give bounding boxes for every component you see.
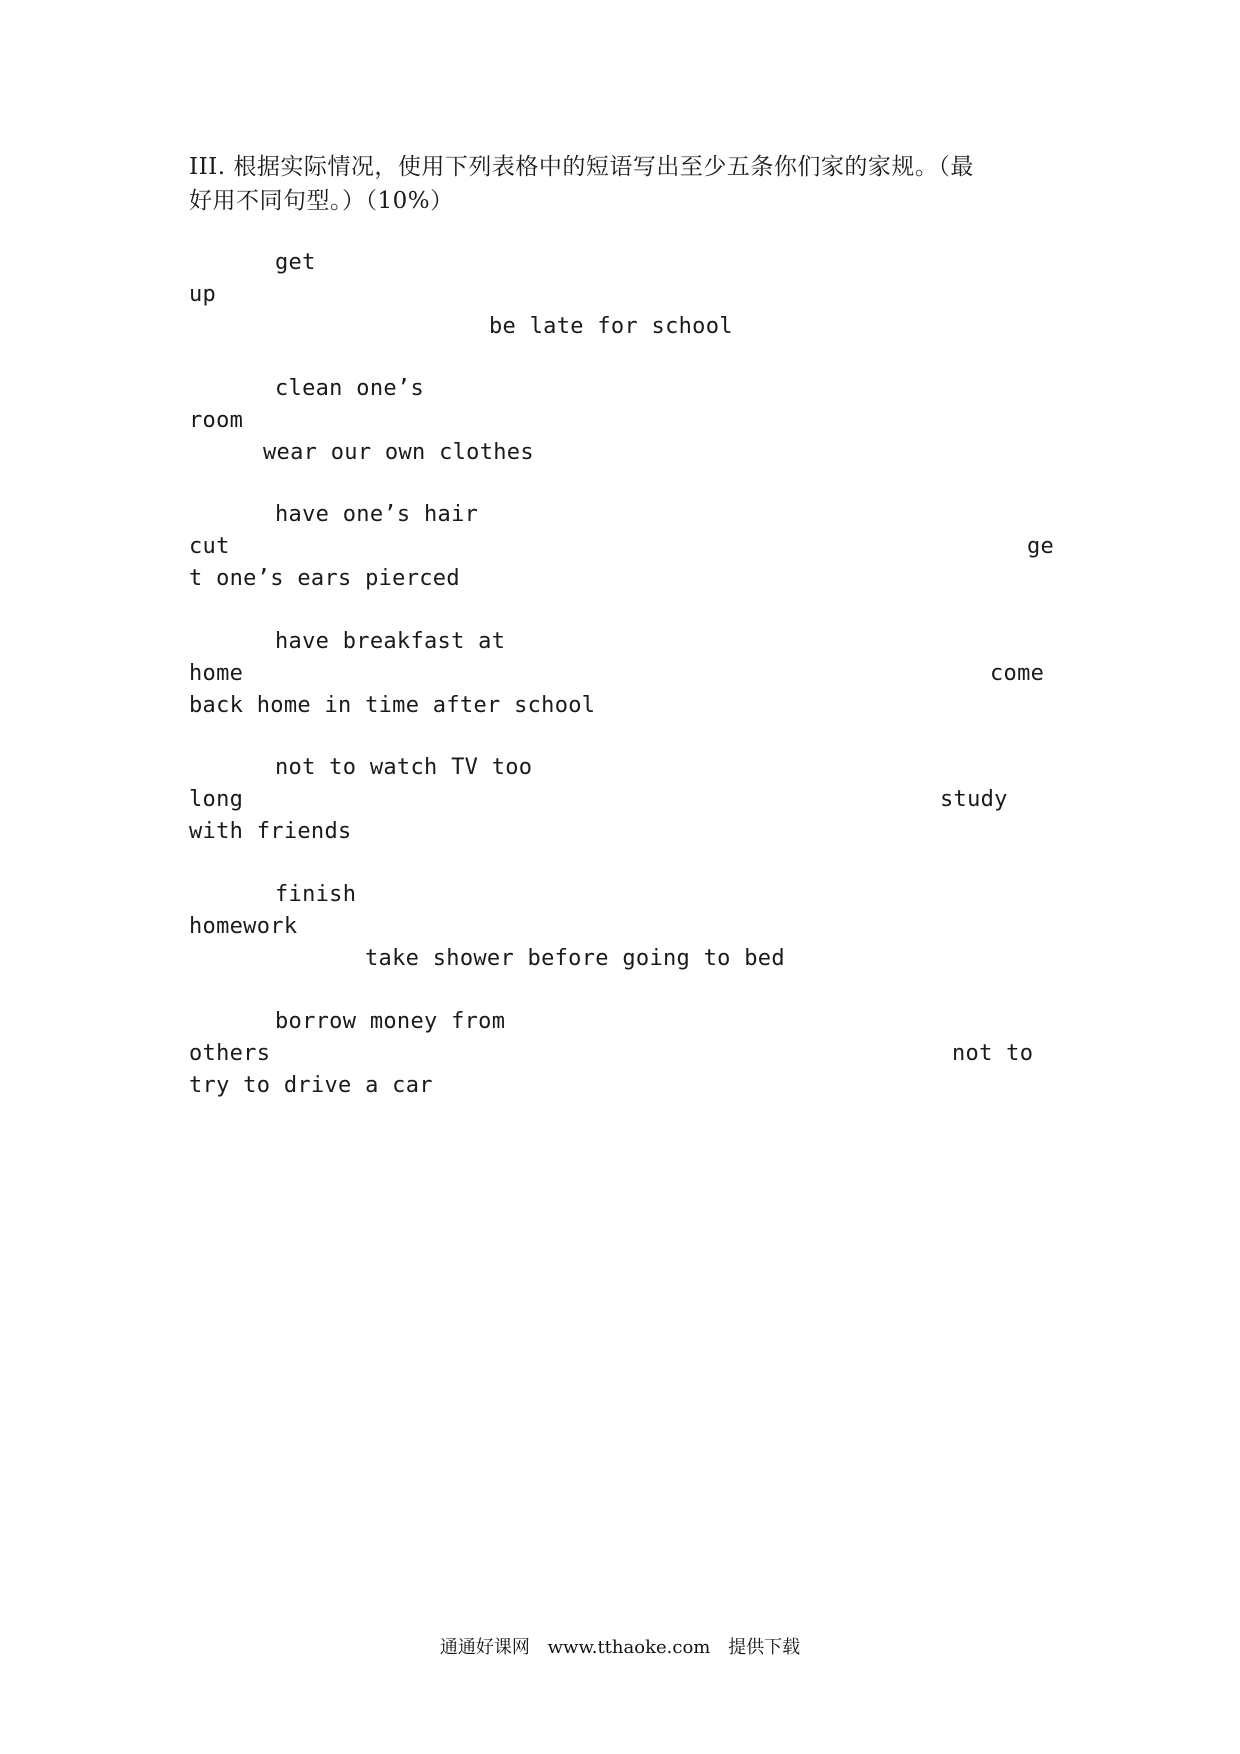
phrase-come-back-part1: come — [990, 661, 1045, 686]
phrase-get-up-part1: get — [275, 250, 316, 275]
phrase-breakfast-part1: have breakfast at — [275, 629, 506, 654]
footer-url: www.tthaoke.com — [547, 1637, 711, 1658]
phrase-study-friends-part2: with friends — [189, 819, 352, 844]
phrase-ears-pierced-part1: ge — [1027, 534, 1055, 559]
phrase-drive-car-part1: not to — [952, 1041, 1034, 1066]
phrase-finish-homework-part1: finish — [275, 882, 357, 907]
heading-line-2: 好用不同句型。）（10%） — [189, 188, 454, 214]
phrase-clean-room-part2: room — [189, 408, 244, 433]
phrase-hair-cut-part2: cut — [189, 534, 230, 559]
phrase-come-back-part2: back home in time after school — [189, 693, 596, 718]
phrase-clean-room-part1: clean one’s — [275, 376, 424, 401]
phrase-drive-car-part2: try to drive a car — [189, 1073, 433, 1098]
phrase-take-shower: take shower before going to bed — [365, 946, 785, 971]
page-footer — [0, 1636, 1240, 1660]
heading-line-1: III. 根据实际情况，使用下列表格中的短语写出至少五条你们家的家规。（最 — [189, 154, 974, 180]
phrase-borrow-money-part1: borrow money from — [275, 1009, 506, 1034]
phrase-borrow-money-part2: others — [189, 1041, 271, 1066]
phrase-study-friends-part1: study — [940, 787, 1008, 812]
phrase-watch-tv-part2: long — [189, 787, 244, 812]
phrase-watch-tv-part1: not to watch TV too — [275, 755, 533, 780]
phrase-ears-pierced-part2: t one’s ears pierced — [189, 566, 460, 591]
phrase-wear-own-clothes: wear our own clothes — [263, 440, 534, 465]
question-heading — [189, 150, 1069, 218]
footer-site-name: 通通好课网 — [439, 1637, 530, 1658]
phrase-be-late-for-school: be late for school — [489, 314, 733, 339]
phrase-hair-cut-part1: have one’s hair — [275, 502, 479, 527]
footer-suffix: 提供下载 — [728, 1637, 801, 1658]
phrase-finish-homework-part2: homework — [189, 914, 298, 939]
phrase-get-up-part2: up — [189, 282, 217, 307]
phrase-breakfast-part2: home — [189, 661, 244, 686]
